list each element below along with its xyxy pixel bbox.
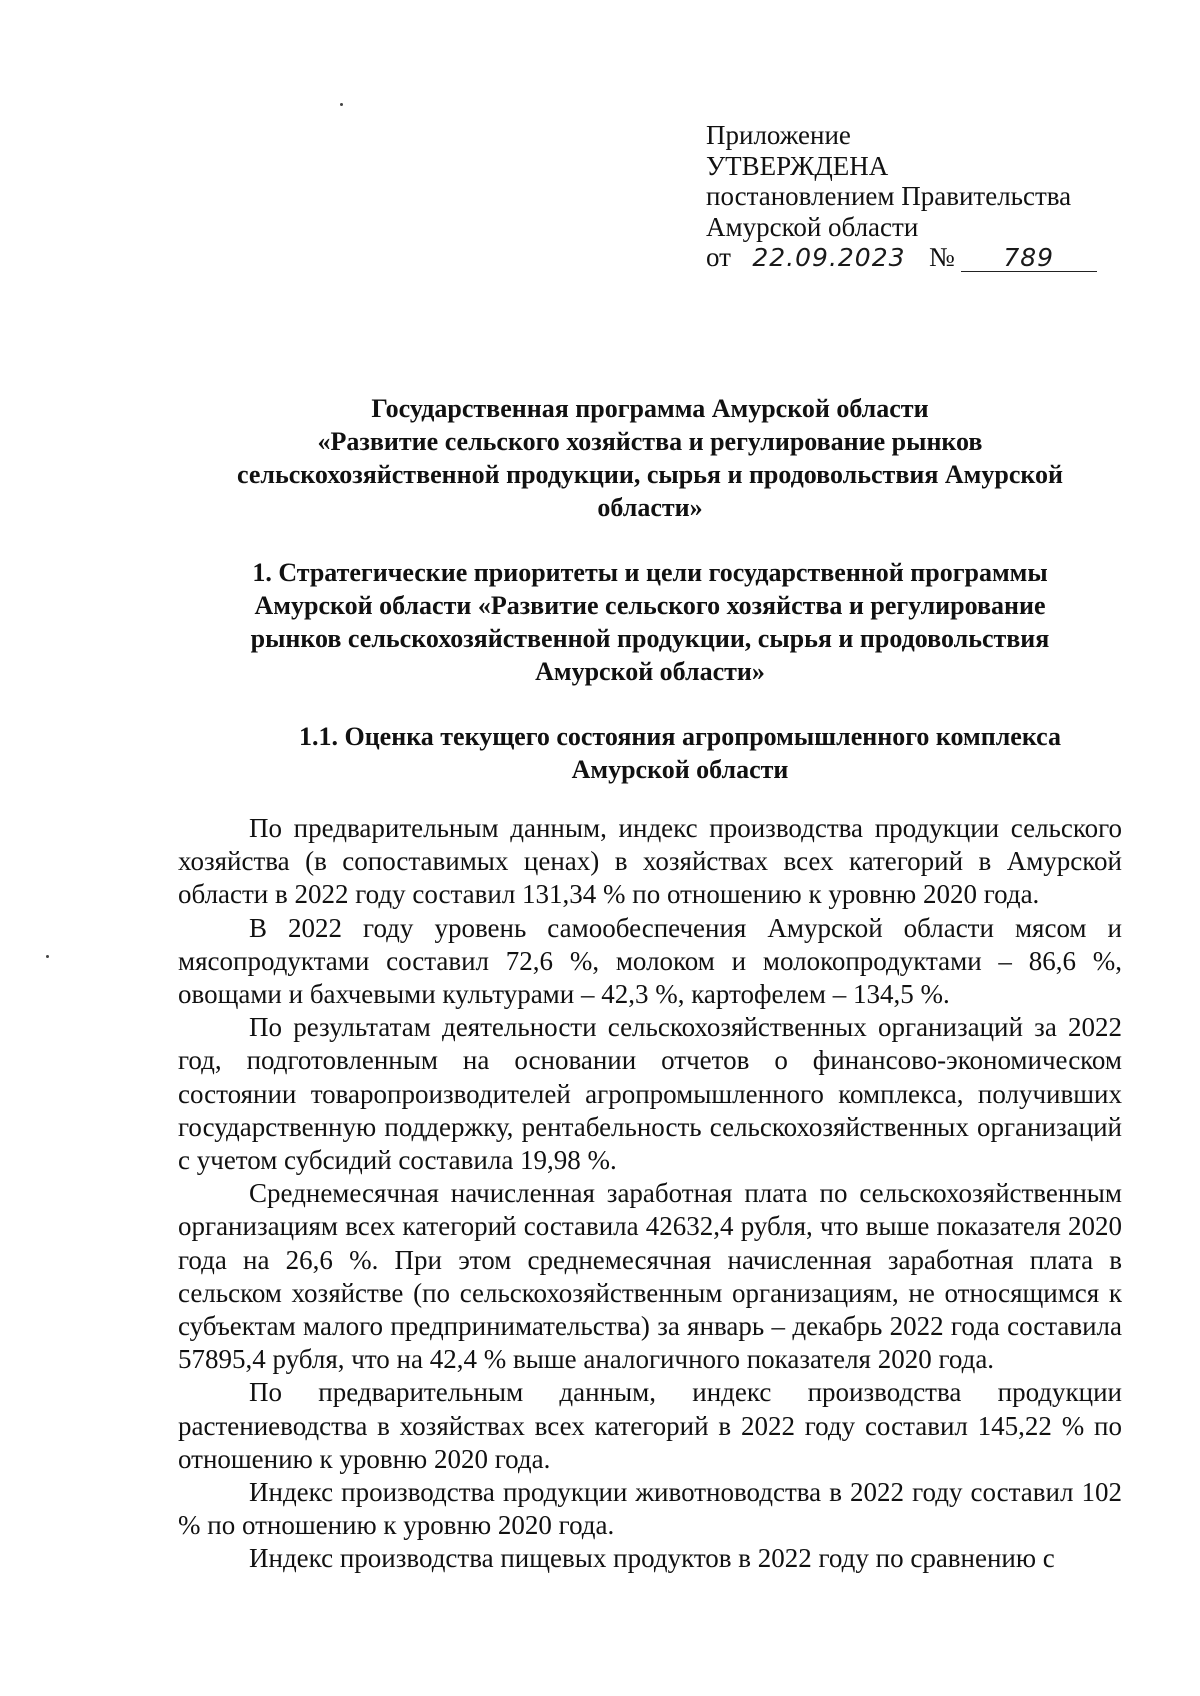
approval-appendix-label: Приложение: [706, 120, 851, 150]
number-sign: №: [928, 242, 955, 272]
section-title-line: Амурской области «Развитие сельского хозяйства и регулирование: [254, 591, 1046, 620]
approval-stamp-block: [706, 120, 1126, 274]
paragraph: Индекс производства продукции животноводства в 2022 году составил 102 % по отношению к уровню 2020 года.: [178, 1477, 1122, 1541]
scan-speck: [46, 955, 49, 958]
approval-decree-label: постановлением Правительства: [706, 181, 1072, 211]
handwritten-number: 789: [961, 245, 1097, 272]
approval-approved-label: УТВЕРЖДЕНА: [706, 150, 889, 181]
paragraph: По предварительным данным, индекс производства продукции растениеводства в хозяйствах всех категорий в 2022 году составил 145,22 % по отношению к уровню 2020 года.: [178, 1377, 1122, 1474]
program-title: [160, 392, 1140, 524]
date-prefix: от: [706, 242, 731, 272]
program-title-line: «Развитие сельского хозяйства и регулирование рынков: [317, 427, 983, 456]
section-title-line: рынков сельскохозяйственной продукции, сырья и продовольствия: [250, 624, 1050, 653]
paragraph: Среднемесячная начисленная заработная плата по сельскохозяйственным организациям всех категорий составила 42632,4 рубля, что выше показателя 2020 года на 26,6 %. При этом среднемесячная начисленная заработная плата в сельском хозяйстве (по сельскохозяйственным организациям, не относящимся к субъектам малого предпринимательства) за январь – декабрь 2022 года составила 57895,4 рубля, что на 42,4 % выше аналогичного показателя 2020 года.: [178, 1178, 1122, 1375]
subsection-title: [240, 720, 1120, 786]
body-text: [178, 812, 1122, 1576]
program-title-line: Государственная программа Амурской области: [371, 394, 929, 423]
paragraph: По результатам деятельности сельскохозяйственных организаций за 2022 год, подготовленным на основании отчетов о финансово-экономическом состоянии товаропроизводителей агропромышленного комплекса, получивших государственную поддержку, рентабельность сельскохозяйственных организаций с учетом субсидий составила 19,98 %.: [178, 1012, 1122, 1176]
handwritten-date: 22.09.2023: [752, 243, 906, 272]
paragraph: По предварительным данным, индекс производства продукции сельского хозяйства (в сопоставимых ценах) в хозяйствах всех категорий в Амурской области в 2022 году составил 131,34 % по отношению к уровню 2020 года.: [178, 813, 1122, 910]
scan-speck: [340, 103, 343, 106]
paragraph: Индекс производства пищевых продуктов в 2022 году по сравнению с: [249, 1543, 1055, 1574]
approval-date-number-line: [706, 242, 1126, 274]
approval-region-label: Амурской области: [706, 211, 919, 242]
section-title-line: Амурской области»: [535, 657, 765, 686]
section-title-line: 1. Стратегические приоритеты и цели государственной программы: [252, 558, 1048, 587]
paragraph: В 2022 году уровень самообеспечения Амурской области мясом и мясопродуктами составил 72,6 %, молоком и молокопродуктами – 86,6 %, овощами и бахчевыми культурами – 42,3 %, картофелем – 134,5 %.: [178, 912, 1122, 1010]
program-title-line: сельскохозяйственной продукции, сырья и продовольствия Амурской: [236, 460, 1064, 489]
subsection-title-line: 1.1. Оценка текущего состояния агропромышленного комплекса: [298, 722, 1062, 751]
program-title-line: области»: [597, 493, 703, 522]
section-title: [160, 556, 1140, 688]
subsection-title-line: Амурской области: [571, 755, 789, 784]
